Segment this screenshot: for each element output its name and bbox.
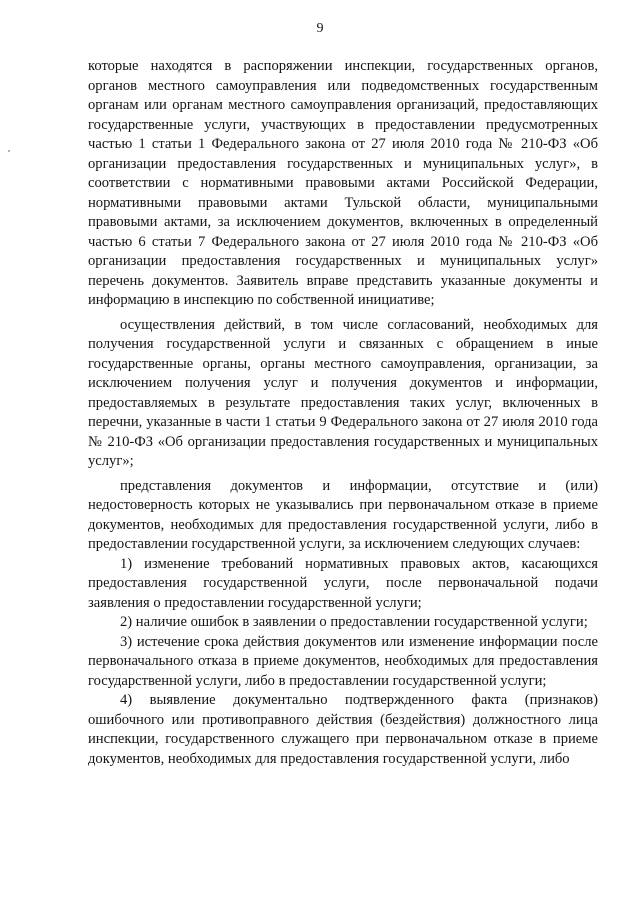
- document-body: [88, 57, 598, 769]
- paragraph-documents: представления документов и информации, отсутствие и (или) недостоверность которых не указывались при первоначальном отказе в приеме документов, необходимых для предоставления государственной услуги, либо в предоставлении государственной услуги, за исключением следующих случаев:: [88, 477, 598, 552]
- page-number: 9: [316, 21, 324, 36]
- paragraph-continuation: которые находятся в распоряжении инспекции, государственных органов, органов местного самоуправления или подведомственных государственным органам или органам местного самоуправления организаций, предоставляющих государственные услуги, участвующих в предоставлении предусмотренных частью 1 статьи 1 Федерального закона от 27 июля 2010 года № 210-ФЗ «Об организации предоставления государственных и муниципальных услуг», в соответствии с нормативными правовыми актами Российской Федерации, нормативными правовыми актами Тульской области, муниципальными правовыми актами, за исключением документов, включенных в определенный частью 6 статьи 7 Федерального закона от 27 июля 2010 года № 210-ФЗ «Об организации предоставления государственных и муниципальных услуг» перечень документов. Заявитель вправе представить указанные документы и информацию в инспекцию по собственной инициативе;: [88, 58, 598, 308]
- list-item-2: 2) наличие ошибок в заявлении о предоставлении государственной услуги;: [120, 614, 588, 630]
- paragraph-actions: осуществления действий, в том числе согласований, необходимых для получения государственной услуги и связанных с обращением в иные государственные органы, органы местного самоуправления, организации, за исключением получения услуг и получения документов и информации, предоставляемых в результате предоставления таких услуг, включенных в перечни, указанные в части 1 статьи 9 Федерального закона от 27 июля 2010 года № 210-ФЗ «Об организации предоставления государственных и муниципальных услуг»;: [88, 316, 598, 469]
- list-item-1: 1) изменение требований нормативных правовых актов, касающихся предоставления государственной услуги, после первоначальной подачи заявления о предоставлении государственной услуги;: [88, 555, 598, 611]
- list-item-3: 3) истечение срока действия документов или изменение информации после первоначального отказа в приеме документов, необходимых для предоставления государственной услуги, либо в предоставлении государственной услуги;: [88, 633, 598, 689]
- scan-artifact: [8, 150, 10, 152]
- list-item-4: 4) выявление документально подтвержденного факта (признаков) ошибочного или противоправного действия (бездействия) должностного лица инспекции, государственного служащего при первоначальном отказе в приеме документов, необходимых для предоставления государственной услуги, либо: [88, 692, 598, 767]
